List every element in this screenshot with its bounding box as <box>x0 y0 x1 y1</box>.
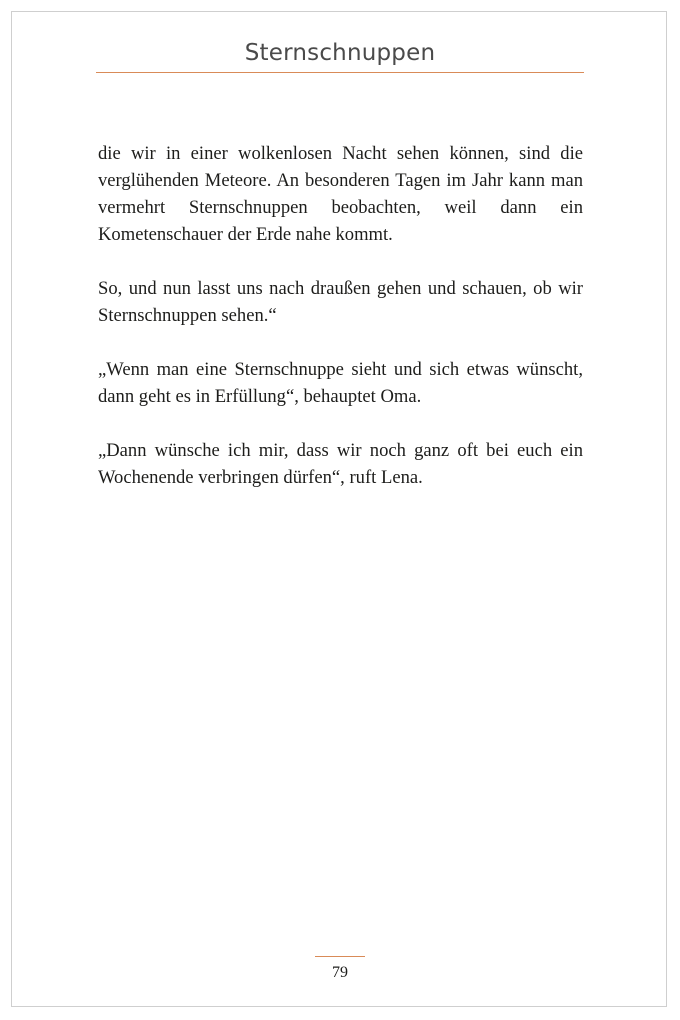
paragraph-oma-wish: „Wenn man eine Sternschnuppe sieht und sich etwas wünscht, dann geht es in Erfüllung“, behauptet Oma. <box>98 359 583 407</box>
paragraph-meteors: die wir in einer wolkenlosen Nacht sehen können, sind die verglühenden Meteore. An besonderen Tagen im Jahr kann man vermehrt Sternschnuppen beobachten, weil dann ein Kometenschauer der Erde nahe kommt. <box>98 143 583 245</box>
footer-divider <box>315 956 365 957</box>
page-number: 79 <box>332 964 348 981</box>
body-text <box>98 140 583 518</box>
paragraph-go-outside: So, und nun lasst uns nach draußen gehen und schauen, ob wir Sternschnuppen sehen.“ <box>98 278 583 326</box>
running-header-title: Sternschnuppen <box>244 40 436 66</box>
header-divider <box>96 72 584 73</box>
paragraph-lena-wish: „Dann wünsche ich mir, dass wir noch ganz oft bei euch ein Wochenende verbringen dürfen“, ruft Lena. <box>98 440 583 488</box>
